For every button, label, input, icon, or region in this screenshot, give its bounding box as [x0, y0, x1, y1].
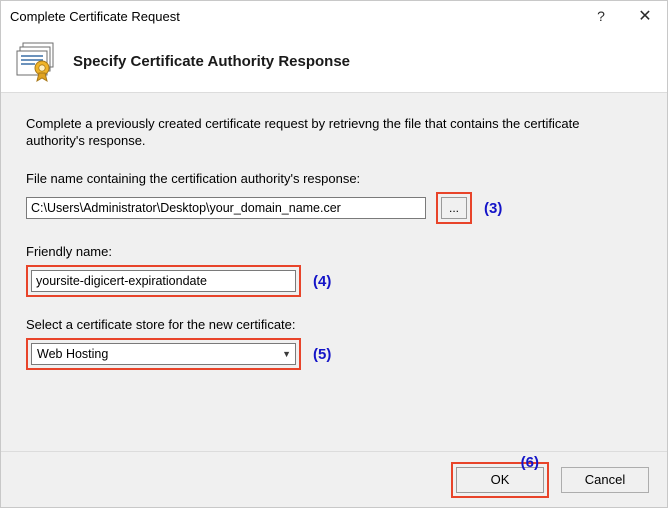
- dialog-body: [1, 93, 667, 451]
- friendly-name-row: [26, 265, 642, 297]
- friendly-name-input[interactable]: yoursite-digicert-expirationdate: [31, 270, 296, 292]
- callout-4: (4): [313, 272, 332, 290]
- dialog-footer: [1, 451, 667, 507]
- ok-button[interactable]: OK: [456, 467, 544, 493]
- filename-row: [26, 192, 642, 224]
- certificate-store-select[interactable]: [31, 343, 296, 365]
- browse-button-highlight: [436, 192, 472, 224]
- cancel-button[interactable]: Cancel: [561, 467, 649, 493]
- intro-text: Complete a previously created certificate request by retrievng the file that contains the certificate authority's response.: [26, 116, 580, 148]
- certificate-store-row: [26, 338, 642, 370]
- callout-3: (3): [484, 199, 503, 217]
- title-bar-buttons: [579, 1, 667, 31]
- help-icon[interactable]: ?: [597, 8, 605, 24]
- chevron-down-icon: ▼: [282, 349, 291, 359]
- certificate-icon: [13, 40, 59, 84]
- certificate-store-highlight: [26, 338, 301, 370]
- callout-6: (6): [520, 454, 539, 471]
- friendly-name-label: Friendly name:: [26, 244, 112, 259]
- filename-label: File name containing the certification authority's response:: [26, 171, 361, 186]
- page-title: Specify Certificate Authority Response: [73, 53, 351, 70]
- certificate-store-label: Select a certificate store for the new certificate:: [26, 317, 296, 332]
- callout-5: (5): [313, 345, 332, 363]
- friendly-name-highlight: [26, 265, 301, 297]
- browse-button[interactable]: ...: [441, 197, 467, 219]
- title-bar: [1, 1, 667, 31]
- dialog-header: [1, 31, 667, 93]
- filename-input[interactable]: C:\Users\Administrator\Desktop\your_domain_name.cer: [26, 197, 426, 219]
- window-title: Complete Certificate Request: [10, 8, 180, 24]
- close-icon[interactable]: ✕: [638, 8, 652, 25]
- certificate-store-value: Web Hosting: [37, 347, 109, 361]
